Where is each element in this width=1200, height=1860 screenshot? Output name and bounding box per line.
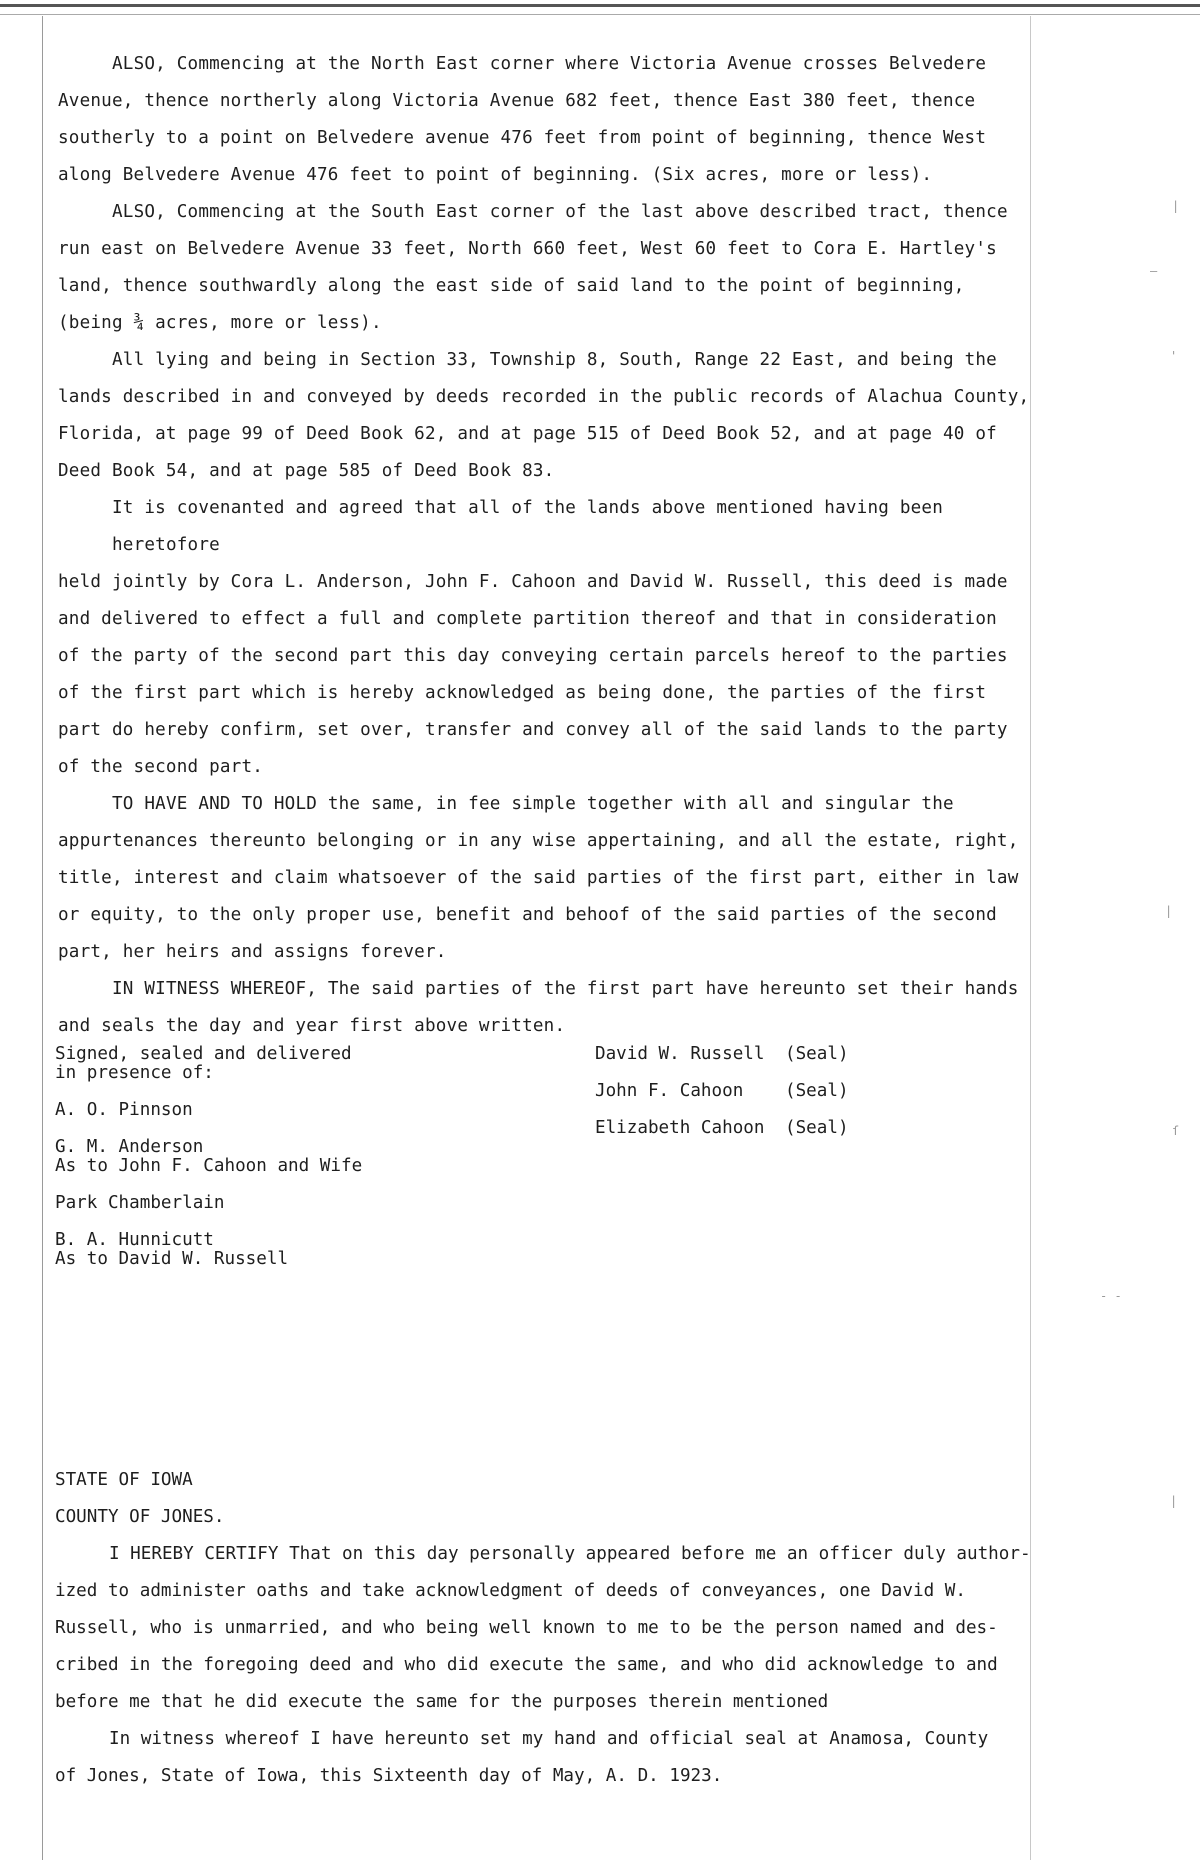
witness-note: As to John F. Cahoon and Wife — [55, 1156, 363, 1176]
text-line: and seals the day and year first above written. — [58, 1016, 566, 1036]
scan-mark: | — [1170, 1494, 1178, 1508]
seal-mark: (Seal) — [785, 1044, 849, 1064]
signer-name: Elizabeth Cahoon — [595, 1118, 765, 1138]
paragraph — [55, 1536, 1045, 1721]
top-border-rule-thin — [0, 14, 1200, 15]
text-line: southerly to a point on Belvedere avenue 476 feet from point of beginning, thence West — [58, 128, 987, 148]
text-line: of the second part. — [58, 757, 264, 777]
text-line: appurtenances thereunto belonging or in any wise appertaining, and all the estate, right, — [58, 831, 1019, 851]
text-line: and delivered to effect a full and complete partition thereof and that in consideration — [58, 609, 997, 629]
scan-mark: — — [1150, 264, 1158, 278]
text-line: ALSO, Commencing at the North East corner where Victoria Avenue crosses Belvedere — [112, 54, 987, 74]
text-line: part do hereby confirm, set over, transfer and convey all of the said lands to the party — [58, 720, 1008, 740]
text-line: title, interest and claim whatsoever of the said parties of the first part, either in law — [58, 868, 1019, 888]
witness-entry — [55, 1101, 515, 1120]
text-line: held jointly by Cora L. Anderson, John F. Cahoon and David W. Russell, this deed is made — [58, 572, 1008, 592]
left-margin-rule — [42, 16, 43, 1860]
deed-body — [58, 46, 1038, 1045]
scan-mark: ' — [1170, 349, 1178, 363]
text-line: before me that he did execute the same for the purposes therein mentioned — [55, 1692, 829, 1712]
signer-name: John F. Cahoon — [595, 1081, 744, 1101]
signer-row — [595, 1082, 1015, 1101]
paragraph — [58, 971, 1038, 1045]
scan-mark: - - — [1100, 1289, 1122, 1303]
certificate-text — [55, 1536, 1045, 1795]
text-line: All lying and being in Section 33, Township 8, South, Range 22 East, and being the — [112, 350, 997, 370]
witness-note: As to David W. Russell — [55, 1249, 289, 1269]
text-line: Florida, at page 99 of Deed Book 62, and at page 515 of Deed Book 52, and at page 40 of — [58, 424, 997, 444]
text-line: of Jones, State of Iowa, this Sixteenth day of May, A. D. 1923. — [55, 1766, 723, 1786]
signer-row — [595, 1119, 1015, 1138]
witness-name: Park Chamberlain — [55, 1193, 225, 1213]
acknowledgment-certificate — [55, 1462, 1045, 1795]
venue-county: COUNTY OF JONES. — [55, 1507, 225, 1527]
signer-row — [595, 1045, 1015, 1064]
paragraph — [58, 490, 1038, 786]
text-line: I HEREBY CERTIFY That on this day personally appeared before me an officer duly author- — [109, 1544, 1031, 1564]
text-line: ized to administer oaths and take acknowledgment of deeds of conveyances, one David W. — [55, 1581, 966, 1601]
text-line: land, thence southwardly along the east side of said land to the point of beginning, — [58, 276, 965, 296]
witness-entry — [55, 1194, 515, 1213]
paragraph — [58, 194, 1038, 342]
text-line: TO HAVE AND TO HOLD the same, in fee simple together with all and singular the — [112, 794, 954, 814]
seal-mark: (Seal) — [785, 1081, 849, 1101]
scan-mark: | — [1165, 904, 1173, 918]
venue-state: STATE OF IOWA — [55, 1470, 193, 1490]
text-line: IN WITNESS WHEREOF, The said parties of the first part have hereunto set their hands — [112, 979, 1019, 999]
witness-name: B. A. Hunnicutt — [55, 1230, 214, 1250]
top-border-rule — [0, 4, 1200, 7]
text-line: Russell, who is unmarried, and who being well known to me to be the person named and des- — [55, 1618, 998, 1638]
witness-entry — [55, 1231, 515, 1269]
text-line: or equity, to the only proper use, benefit and behoof of the said parties of the second — [58, 905, 997, 925]
text-line: along Belvedere Avenue 476 feet to point of beginning. (Six acres, more or less). — [58, 165, 933, 185]
text-line: ALSO, Commencing at the South East corner of the last above described tract, thence — [112, 202, 1008, 222]
witness-name: Signed, sealed and delivered — [55, 1044, 352, 1064]
witness-note: in presence of: — [55, 1063, 214, 1083]
scan-mark: ſ — [1172, 1124, 1180, 1138]
text-line: It is covenanted and agreed that all of the lands above mentioned having been heretofore — [112, 498, 944, 555]
signer-list — [595, 1045, 1015, 1156]
paragraph — [55, 1721, 1045, 1795]
seal-mark: (Seal) — [785, 1118, 849, 1138]
witness-name: A. O. Pinnson — [55, 1100, 193, 1120]
text-line: Avenue, thence northerly along Victoria Avenue 682 feet, thence East 380 feet, thence — [58, 91, 976, 111]
witness-name: G. M. Anderson — [55, 1137, 204, 1157]
signature-block — [55, 1045, 1035, 1285]
witness-heading — [55, 1045, 515, 1083]
text-line: of the party of the second part this day conveying certain parcels hereof to the parties — [58, 646, 1008, 666]
text-line: cribed in the foregoing deed and who did execute the same, and who did acknowledge to and — [55, 1655, 998, 1675]
text-line: (being ¾ acres, more or less). — [58, 313, 382, 333]
text-line: part, her heirs and assigns forever. — [58, 942, 447, 962]
signer-name: David W. Russell — [595, 1044, 765, 1064]
text-line: of the first part which is hereby acknowledged as being done, the parties of the first — [58, 683, 987, 703]
text-line: lands described in and conveyed by deeds recorded in the public records of Alachua County, — [58, 387, 1030, 407]
witness-list — [55, 1045, 515, 1287]
witness-entry — [55, 1138, 515, 1176]
paragraph — [58, 786, 1038, 971]
text-line: Deed Book 54, and at page 585 of Deed Book 83. — [58, 461, 555, 481]
paragraph — [58, 46, 1038, 194]
paragraph — [58, 342, 1038, 490]
text-line: run east on Belvedere Avenue 33 feet, North 660 feet, West 60 feet to Cora E. Hartley's — [58, 239, 997, 259]
scan-mark: | — [1172, 199, 1180, 213]
text-line: In witness whereof I have hereunto set my hand and official seal at Anamosa, County — [109, 1729, 989, 1749]
